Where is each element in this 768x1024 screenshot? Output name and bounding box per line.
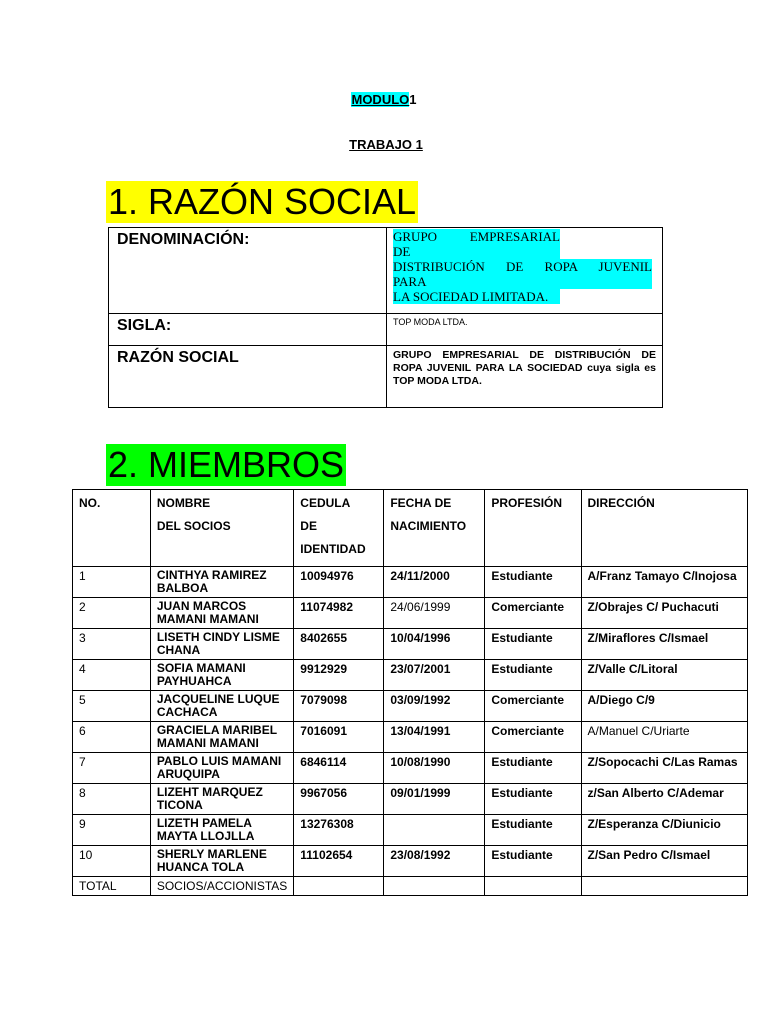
cell-no: 7 (73, 753, 151, 784)
cell-profesion: Comerciante (485, 598, 581, 629)
cell-profesion: Comerciante (485, 722, 581, 753)
cell-no: 3 (73, 629, 151, 660)
denominacion-line: LA SOCIEDAD LIMITADA. (393, 289, 560, 304)
col-profesion-header: PROFESIÓN (485, 490, 581, 567)
module-label: MODULO (351, 92, 410, 107)
cell-no: 5 (73, 691, 151, 722)
section-title-razon-social: 1. RAZÓN SOCIAL (108, 181, 417, 222)
cell-empty (384, 877, 485, 896)
cell-empty (294, 877, 384, 896)
cell-no: 10 (73, 846, 151, 877)
cell-empty (581, 877, 747, 896)
cell-direccion: A/Manuel C/Uriarte (581, 722, 747, 753)
table-row (109, 228, 663, 314)
cell-nombre: JACQUELINE LUQUE CACHACA (150, 691, 293, 722)
denominacion-value (387, 228, 663, 314)
cell-no: 6 (73, 722, 151, 753)
cell-cedula: 7016091 (294, 722, 384, 753)
cell-fecha: 13/04/1991 (384, 722, 485, 753)
cell-cedula: 11102654 (294, 846, 384, 877)
cell-fecha (384, 815, 485, 846)
cell-profesion: Estudiante (485, 815, 581, 846)
cell-profesion: Estudiante (485, 846, 581, 877)
cell-fecha: 23/08/1992 (384, 846, 485, 877)
cell-nombre: LIZETH PAMELA MAYTA LLOJLLA (150, 815, 293, 846)
table-row (73, 598, 748, 629)
module-number: 1 (409, 92, 417, 107)
cell-nombre: SHERLY MARLENE HUANCA TOLA (150, 846, 293, 877)
cell-cedula: 10094976 (294, 567, 384, 598)
table-row (73, 567, 748, 598)
cell-no: 9 (73, 815, 151, 846)
cell-fecha: 23/07/2001 (384, 660, 485, 691)
denominacion-line: GRUPO EMPRESARIAL (393, 229, 560, 244)
cell-no: 1 (73, 567, 151, 598)
cell-profesion: Estudiante (485, 753, 581, 784)
cell-fecha: 09/01/1999 (384, 784, 485, 815)
cell-direccion: Z/Obrajes C/ Puchacuti (581, 598, 747, 629)
col-cedula-header: CEDULA DE IDENTIDAD (294, 490, 384, 567)
cell-direccion: Z/Sopocachi C/Las Ramas (581, 753, 747, 784)
cell-direccion: Z/Miraflores C/Ismael (581, 629, 747, 660)
col-fecha-header: FECHA DE NACIMIENTO (384, 490, 485, 567)
cell-nombre: LISETH CINDY LISME CHANA (150, 629, 293, 660)
cell-nombre: JUAN MARCOS MAMANI MAMANI (150, 598, 293, 629)
denominacion-label: DENOMINACIÓN: (109, 228, 387, 314)
razon-social-table (108, 227, 663, 408)
razon-social-value (387, 346, 663, 408)
cell-cedula: 8402655 (294, 629, 384, 660)
total-value: SOCIOS/ACCIONISTAS (150, 877, 293, 896)
cell-direccion: A/Diego C/9 (581, 691, 747, 722)
total-label: TOTAL (73, 877, 151, 896)
table-header-row (73, 490, 748, 567)
sigla-label: SIGLA: (109, 314, 387, 346)
cell-profesion: Estudiante (485, 567, 581, 598)
cell-fecha: 10/08/1990 (384, 753, 485, 784)
total-row (73, 877, 748, 896)
cell-empty (485, 877, 581, 896)
table-row (73, 629, 748, 660)
table-row (73, 815, 748, 846)
denominacion-line: PARA (393, 274, 652, 289)
cell-cedula: 9967056 (294, 784, 384, 815)
denominacion-line: DE (393, 244, 560, 259)
cell-profesion: Estudiante (485, 629, 581, 660)
sigla-value: TOP MODA LTDA. (387, 314, 663, 346)
work-heading: TRABAJO 1 (349, 137, 423, 152)
razon-social-label: RAZÓN SOCIAL (109, 346, 387, 408)
cell-nombre: CINTHYA RAMIREZ BALBOA (150, 567, 293, 598)
cell-cedula: 6846114 (294, 753, 384, 784)
cell-no: 4 (73, 660, 151, 691)
table-row (73, 691, 748, 722)
table-row (109, 314, 663, 346)
cell-nombre: GRACIELA MARIBEL MAMANI MAMANI (150, 722, 293, 753)
cell-cedula: 11074982 (294, 598, 384, 629)
module-heading (0, 92, 768, 107)
cell-cedula: 7079098 (294, 691, 384, 722)
denominacion-line: DISTRIBUCIÓN DE ROPA JUVENIL (393, 259, 652, 274)
table-row (73, 753, 748, 784)
members-table (72, 489, 748, 896)
cell-fecha: 03/09/1992 (384, 691, 485, 722)
table-row (73, 846, 748, 877)
cell-direccion: A/Franz Tamayo C/Inojosa (581, 567, 747, 598)
cell-fecha: 24/06/1999 (384, 598, 485, 629)
col-no-header: NO. (73, 490, 151, 567)
section-title-miembros: 2. MIEMBROS (108, 444, 345, 485)
cell-direccion: Z/Esperanza C/Diunicio (581, 815, 747, 846)
table-row (109, 346, 663, 408)
cell-direccion: z/San Alberto C/Ademar (581, 784, 747, 815)
cell-direccion: Z/San Pedro C/Ismael (581, 846, 747, 877)
col-nombre-header: NOMBRE DEL SOCIOS (150, 490, 293, 567)
cell-profesion: Estudiante (485, 660, 581, 691)
cell-fecha: 24/11/2000 (384, 567, 485, 598)
cell-no: 8 (73, 784, 151, 815)
cell-cedula: 13276308 (294, 815, 384, 846)
cell-cedula: 9912929 (294, 660, 384, 691)
razon-social-text: GRUPO EMPRESARIAL DE DISTRIBUCIÓN DE ROPA JUVENIL PARA LA SOCIEDAD cuya sigla es TOP MODA LTDA. (393, 349, 656, 387)
table-row (73, 660, 748, 691)
cell-profesion: Comerciante (485, 691, 581, 722)
cell-nombre: PABLO LUIS MAMANI ARUQUIPA (150, 753, 293, 784)
cell-nombre: LIZEHT MARQUEZ TICONA (150, 784, 293, 815)
cell-direccion: Z/Valle C/Litoral (581, 660, 747, 691)
table-row (73, 722, 748, 753)
cell-nombre: SOFIA MAMANI PAYHUAHCA (150, 660, 293, 691)
cell-no: 2 (73, 598, 151, 629)
cell-profesion: Estudiante (485, 784, 581, 815)
col-direccion-header: DIRECCIÓN (581, 490, 747, 567)
cell-fecha: 10/04/1996 (384, 629, 485, 660)
table-row (73, 784, 748, 815)
